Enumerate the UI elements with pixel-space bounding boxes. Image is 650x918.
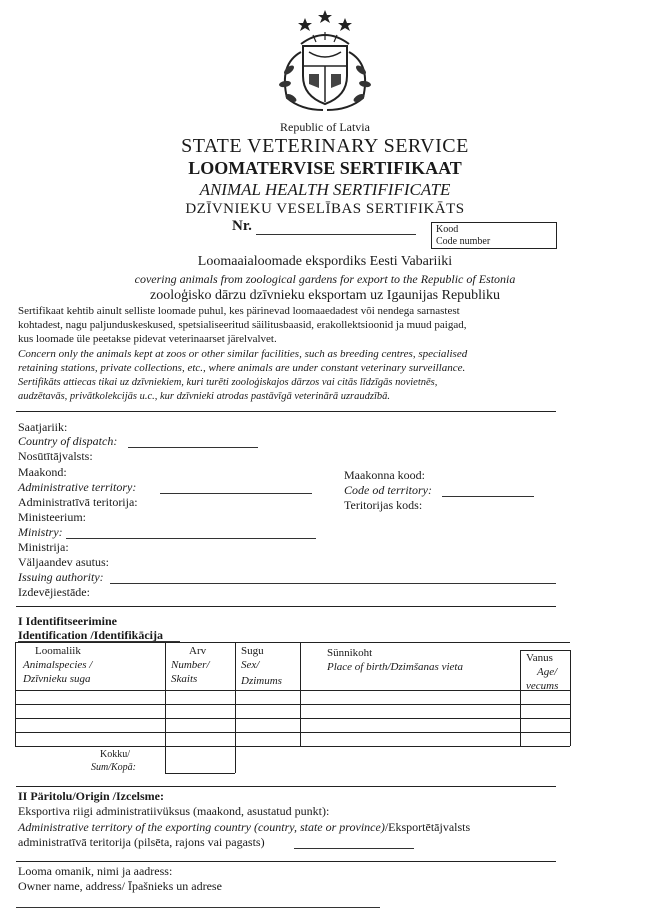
code-territory-field[interactable] [442,496,534,497]
admin-teritorija-label: Administratīvā teritorija: [18,495,138,509]
intro-et-1: Sertifikaat kehtib ainult selliste loomade puhul, kes pärinevad loomaaedadest või nendega sarnastest [18,305,460,317]
intro-lv-2: audzētavās, privātkolekcijās u.c., kur dzīvnieki atrodas pastāvīgā veterinārā uzraudzībā. [18,391,391,402]
subtitle-latvian: zooloģisko dārzu dzīvnieku eksportam uz Igaunijas Republiku [150,288,500,303]
divider-top [16,411,556,412]
origin-line-2 [18,820,470,835]
republic-of-latvia: Republic of Latvia [280,120,370,134]
origin-field[interactable] [294,848,414,849]
maakond-label: Maakond: [18,465,67,479]
intro-et-3: kus loomade üle peetakse pidevat veterinaarset järelvalvet. [18,333,277,345]
total-label-lv: Sum/Kopā: [91,762,136,773]
admin-territory-label: Administrative territory: [18,480,137,494]
col-species-en: Animalspecies / [23,659,93,671]
maakonna-kood-label: Maakonna kood: [344,468,425,482]
col-sex-en: Sex/ [241,659,260,671]
owner-field[interactable] [16,907,380,908]
code-territory-label: Code od territory: [344,483,432,497]
col-number-et: Arv [189,645,207,657]
section-2-title: II Päritolu/Origin /Izcelsme: [18,789,164,803]
divider-middle [16,606,556,607]
country-dispatch-label: Country of dispatch: [18,434,118,448]
ministry-label: Ministry: [18,525,63,539]
nosutitajvalsts-label: Nosūtītājvalsts: [18,449,93,463]
origin-line-2-rest: /Eksportētājvalsts [384,820,471,834]
divider-owner [16,861,556,862]
col-species-lv: Dzīvnieku suga [23,673,91,685]
total-label-et: Kokku/ [100,749,130,760]
origin-line-1: Eksportiva riigi administratiivüksus (maakond, asustatud punkt): [18,804,330,818]
col-number-lv: Skaits [171,673,198,685]
title-estonian: LOOMATERVISE SERTIFIKAAT [188,158,462,178]
subtitle-estonian: Loomaaialoomade ekspordiks Eesti Vabariiki [197,254,453,269]
issuing-authority-field[interactable] [110,583,556,584]
origin-line-2-italic: Administrative territory of the exporting country (country, state or province) [18,820,385,834]
origin-line-3: administratīvā teritorija (pilsēta, rajons vai pagasts) [18,835,265,849]
nr-field[interactable] [256,234,416,235]
identification-table [15,642,570,774]
nr-label: Nr. [232,218,252,234]
kood-label: Kood [436,224,459,235]
owner-label-2: Owner name, address/ Īpašnieks un adrese [18,879,222,893]
title-latvian: DZĪVNIEKU VESELĪBAS SERTIFIKĀTS [185,201,465,217]
col-number-en: Number/ [171,659,210,671]
col-sex-lv: Dzimums [241,675,282,687]
col-age-et: Vanus [526,652,553,664]
divider-lower [16,786,556,787]
col-species-et: Loomaliik [35,645,81,657]
col-birthplace-et: Sünnikoht [327,647,373,659]
code-number-box[interactable] [431,222,557,249]
subtitle-english: covering animals from zoological gardens for export to the Republic of Estonia [134,272,516,286]
intro-et-2: kohtadest, nagu paljunduskeskused, spetsialiseeritud säilitusbaasid, erakollektsioonid ja muud paigad, [18,319,467,331]
issuing-authority-label: Issuing authority: [18,570,104,584]
ministeerium-label: Ministeerium: [18,510,86,524]
coat-of-arms-icon [265,4,385,116]
admin-territory-field[interactable] [160,493,312,494]
ministrija-label: Ministrija: [18,540,69,554]
section-1-subtitle: Identification /Identifikācija [18,628,164,642]
teritorijas-kods-label: Teritorijas kods: [344,498,423,512]
ministry-field[interactable] [66,538,316,539]
section-1-title: I Identifitseerimine [18,614,117,628]
intro-lv-1: Sertifikāts attiecas tikai uz dzīvniekiem, kuri turēti zooloģiskajos dārzos vai citās līdzīgās novietnēs, [18,377,438,388]
title-english: ANIMAL HEALTH SERTIFIFICATE [199,180,451,199]
intro-en-2: retaining stations, private collections, etc., where animals are under constant veterinary surveillance. [18,362,466,374]
code-number-label: Code number [436,236,491,247]
state-veterinary-service: STATE VETERINARY SERVICE [181,135,469,157]
col-age-lv: vecums [526,680,559,692]
intro-en-1: Concern only the animals kept at zoos or other similar facilities, such as breeding centres, specialised [18,348,468,360]
valjaandev-label: Väljaandev asutus: [18,555,109,569]
col-age-en: Age/ [537,666,558,678]
col-birthplace-en: Place of birth/Dzimšanas vieta [327,661,463,673]
country-dispatch-field[interactable] [128,447,258,448]
col-sex-et: Sugu [241,645,264,657]
izdevejiestade-label: Izdevējiestāde: [18,585,90,599]
saatjariik-label: Saatjariik: [18,420,68,434]
owner-label-1: Looma omanik, nimi ja aadress: [18,864,173,878]
